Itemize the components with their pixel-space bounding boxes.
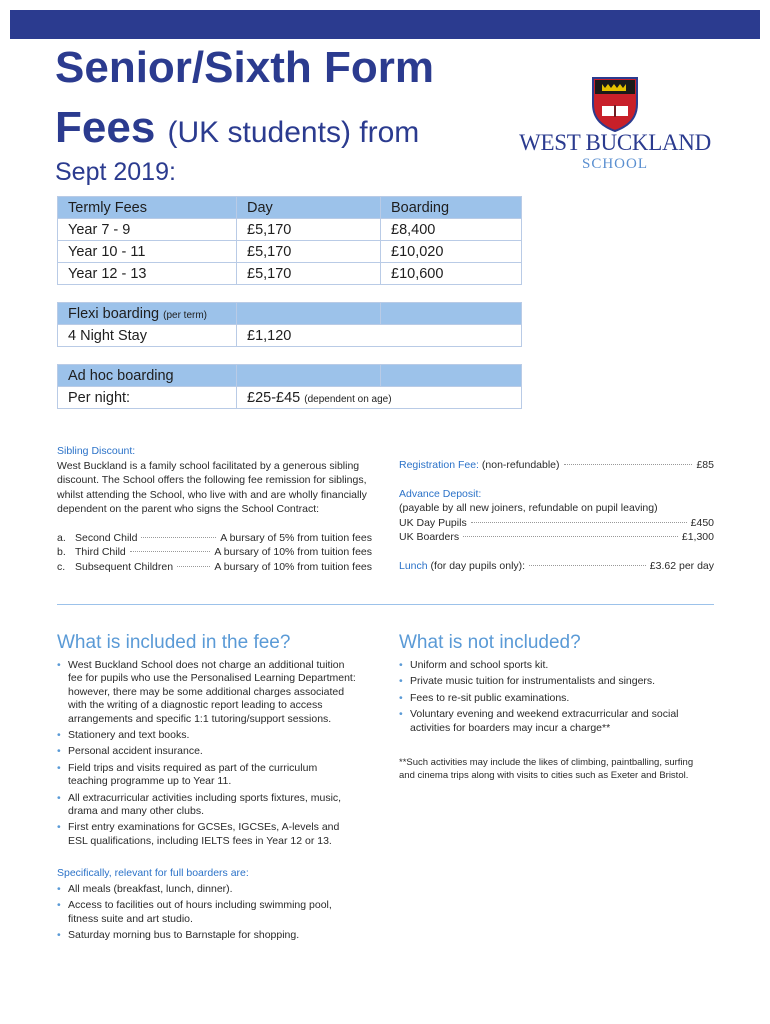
included-heading: What is included in the fee? [57, 632, 291, 653]
lunch-row: Lunch (for day pupils only): £3.62 per day [399, 559, 714, 572]
adhoc-fee: £25-£45 (dependent on age) [237, 387, 522, 409]
row-label: Per night: [58, 387, 237, 409]
row-label: Year 7 - 9 [58, 219, 237, 241]
row-label: Year 12 - 13 [58, 263, 237, 285]
termly-fees-table [57, 196, 522, 285]
section-divider [57, 604, 714, 605]
header-termly-fees: Termly Fees [58, 197, 237, 219]
included-list [57, 659, 357, 851]
header-boarding: Boarding [381, 197, 522, 219]
sibling-text: West Buckland is a family school facilitated by a generous sibling discount. The School offers the following fee remission for siblings, whilst attending the School, who live with and are wholly financially dependent on the parent who signs the School Contract: [57, 459, 367, 515]
footnote: **Such activities may include the likes of climbing, paintballing, surfing and cinema trips along with visits to cities such as Exeter and Bristol. [399, 757, 694, 781]
table-row [58, 241, 522, 263]
page-title [55, 38, 495, 163]
boarders-heading: Specifically, relevant for full boarders are: [57, 867, 249, 879]
sibling-discount [57, 444, 372, 574]
title-uk-students: (UK students) from [167, 116, 420, 149]
table-row [58, 387, 522, 409]
title-line-1: Senior/Sixth Form [55, 43, 434, 92]
title-line-2 [55, 98, 495, 163]
adhoc-note: (dependent on age) [304, 393, 392, 405]
header-adhoc-boarding: Ad hoc boarding [58, 365, 237, 387]
boarding-fee: £10,600 [381, 263, 522, 285]
list-item: b. Third Child A bursary of 10% from tuition fees [57, 546, 372, 558]
row-label: 4 Night Stay [58, 325, 237, 347]
header-flexi-boarding: Flexi boarding (per term) [58, 303, 237, 325]
boarding-fee: £10,020 [381, 241, 522, 263]
boarders-list [57, 883, 357, 946]
table-header-row [58, 197, 522, 219]
other-fees [399, 458, 714, 573]
not-included-heading: What is not included? [399, 632, 581, 653]
deposit-note: (payable by all new joiners, refundable on pupil leaving) [399, 502, 658, 514]
list-item: • Stationery and text books. [57, 729, 357, 742]
day-fee: £5,170 [237, 219, 381, 241]
table-row [58, 219, 522, 241]
school-crest-icon [590, 76, 640, 132]
day-fee: £5,170 [237, 241, 381, 263]
list-item: • West Buckland School does not charge an additional tuition fee for pupils who use the Personalised Learning Department: however, there may be some additional charges associated with the writing of a diagnostic report leading to access arrangements and specific 1:1 tutoring/support sessions. [57, 659, 357, 726]
list-item: • First entry examinations for GCSEs, IGCSEs, A-levels and ESL qualifications, including IELTS fees in Year 12 or 13. [57, 821, 357, 848]
day-pupils-deposit-row: UK Day Pupils £450 [399, 516, 714, 529]
boarders-deposit-row: UK Boarders £1,300 [399, 531, 714, 543]
registration-fee-row: Registration Fee: (non-refundable) £85 [399, 459, 714, 471]
list-item: a. Second Child A bursary of 5% from tuition fees [57, 531, 372, 544]
day-fee: £5,170 [237, 263, 381, 285]
table-row [58, 325, 522, 347]
list-item: • All meals (breakfast, lunch, dinner). [57, 883, 357, 896]
title-fees: Fees [55, 103, 156, 152]
deposit-heading: Advance Deposit: [399, 487, 482, 500]
list-item: • Personal accident insurance. [57, 745, 357, 758]
school-subname: SCHOOL [581, 156, 648, 172]
table-header-row [58, 303, 522, 325]
list-item: c. Subsequent Children A bursary of 10% from tuition fees [57, 560, 372, 573]
sibling-heading: Sibling Discount: [57, 445, 136, 457]
list-item: • Private music tuition for instrumentalists and singers. [399, 675, 699, 688]
header-day: Day [237, 197, 381, 219]
school-name: WEST BUCKLAND [519, 130, 711, 155]
top-banner [10, 10, 760, 39]
header-note: (per term) [163, 309, 208, 321]
list-item: • Uniform and school sports kit. [399, 659, 699, 672]
list-item: • Fees to re-sit public examinations. [399, 692, 699, 705]
list-item: • Access to facilities out of hours including swimming pool, fitness suite and art studio. [57, 899, 357, 926]
row-label: Year 10 - 11 [58, 241, 237, 263]
table-header-row [58, 365, 522, 387]
flexi-fee: £1,120 [237, 325, 522, 347]
list-item: • Field trips and visits required as part of the curriculum teaching programme up to Year 11. [57, 762, 357, 789]
list-item: • Voluntary evening and weekend extracurricular and social activities for boarders may incur a charge** [399, 708, 699, 735]
list-item: • All extracurricular activities including sports fixtures, music, drama and many other clubs. [57, 792, 357, 819]
table-row [58, 263, 522, 285]
title-date: Sept 2019: [55, 158, 176, 186]
adhoc-boarding-table [57, 364, 522, 409]
list-item: • Saturday morning bus to Barnstaple for shopping. [57, 929, 357, 942]
not-included-list [399, 659, 699, 738]
boarding-fee: £8,400 [381, 219, 522, 241]
flexi-boarding-table [57, 302, 522, 347]
